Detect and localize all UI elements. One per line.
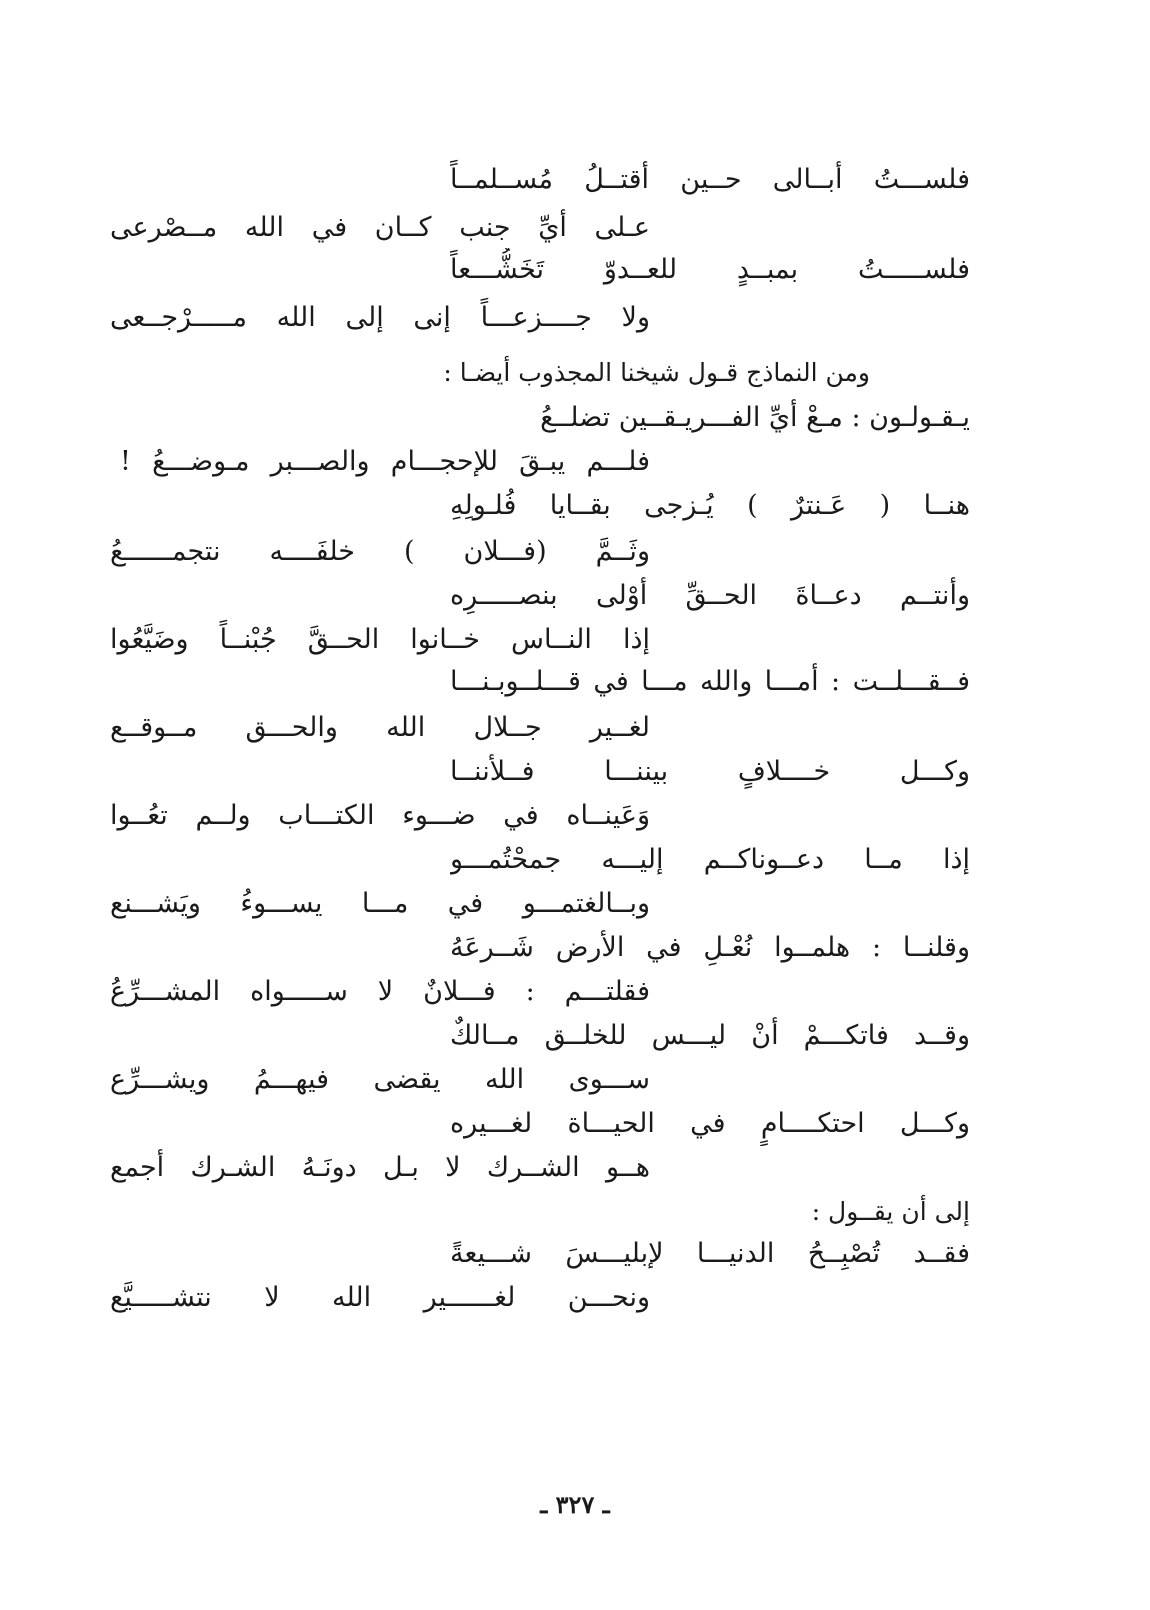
verse-line-19: وقــد فاتكـــمْ أنْ ليـــس للخلــق مــالكٌ	[450, 1020, 970, 1051]
verse-line-7: هنــا ( عَـنترٌ ) يُـزجى بقــايا فُلـولِهِ	[450, 490, 970, 521]
verse-line-13: وكـــل خــــلافٍ بيننـــا فــلأننــا	[450, 756, 970, 787]
verse-line-12: لغــير جــلال الله والحـــق مــوقــع	[110, 712, 650, 743]
verse-line-3: فلســـــتُ بمبــدٍ للعــدوّ تَخَشُّـــعاً	[450, 254, 970, 285]
verse-line-24: ونحـــن لغــــــير الله لا نتشـــــيَّع	[110, 1282, 650, 1313]
verse-line-23: فقــد تُصْبِــحُ الدنيـــا لإبليـــسَ شـــيعةً	[450, 1238, 970, 1269]
verse-line-10: إذا النــاس خــانوا الحــقَّ جُبْنــاً وضَيَّعُوا	[110, 624, 650, 655]
verse-line-1: فلســـتُ أبــالى حــين أقتــلُ مُســلمــاً	[450, 164, 970, 195]
verse-line-16: وبــالغتمـــو في مـــا يســـوءُ ويَشـــنع	[110, 888, 650, 919]
prose-intro: ومن النماذج قـول شيخنا المجذوب أيضـا :	[443, 358, 870, 387]
verse-line-2: عـلى أيِّ جنب كــان في الله مــصْرعى	[110, 212, 650, 243]
verse-line-11: فــقـــلــت : أمـــا والله مـــا في قـــلــوبـنـــا	[450, 666, 970, 697]
verse-line-8: وثَــمَّ (فـــلان ) خلفَــــه نتجمــــــعُ	[110, 536, 650, 567]
verse-line-5: يـقـولـون : مـعْ أيِّ الفـــريـقــين تضلــعُ	[540, 402, 970, 433]
page-number: ـ ٣٢٧ ـ	[540, 1490, 610, 1519]
verse-line-18: فقلتـــم : فـــلانٌ لا ســـــواه المشـــرِّعُ	[110, 976, 650, 1007]
verse-line-6: فلـــم يبـقَ للإحجـــام والصـــبر مـوضـــعُ !	[120, 446, 650, 477]
verse-line-22: هــو الشــرك لا بـل دونَـهُ الشـرك أجمع	[110, 1152, 650, 1183]
prose-transition: إلى أن يقــول :	[811, 1197, 970, 1226]
verse-line-9: وأنتــم دعــاةَ الحــقِّ أوْلى بنصـــــرِه	[450, 580, 970, 611]
verse-line-17: وقلنــا : هلمــوا نُعْـلِ في الأرض شَــرعَهُ	[450, 932, 970, 963]
verse-line-15: إذا مــا دعــوناكــم إليـــه جمحْتُمـــو	[450, 844, 970, 875]
verse-line-14: وَعَينــاه في ضـــوء الكتـــاب ولــم تعُــوا	[110, 800, 650, 831]
verse-line-4: ولا جــــزعـــاً إنى إلى الله مـــــرْجــعى	[110, 302, 650, 333]
verse-line-21: وكـــل احتكــــامٍ في الحيـــاة لغـــيره	[450, 1108, 970, 1139]
verse-line-20: ســـوى الله يقضى فيهـــمُ ويشـــرِّع	[110, 1064, 650, 1095]
